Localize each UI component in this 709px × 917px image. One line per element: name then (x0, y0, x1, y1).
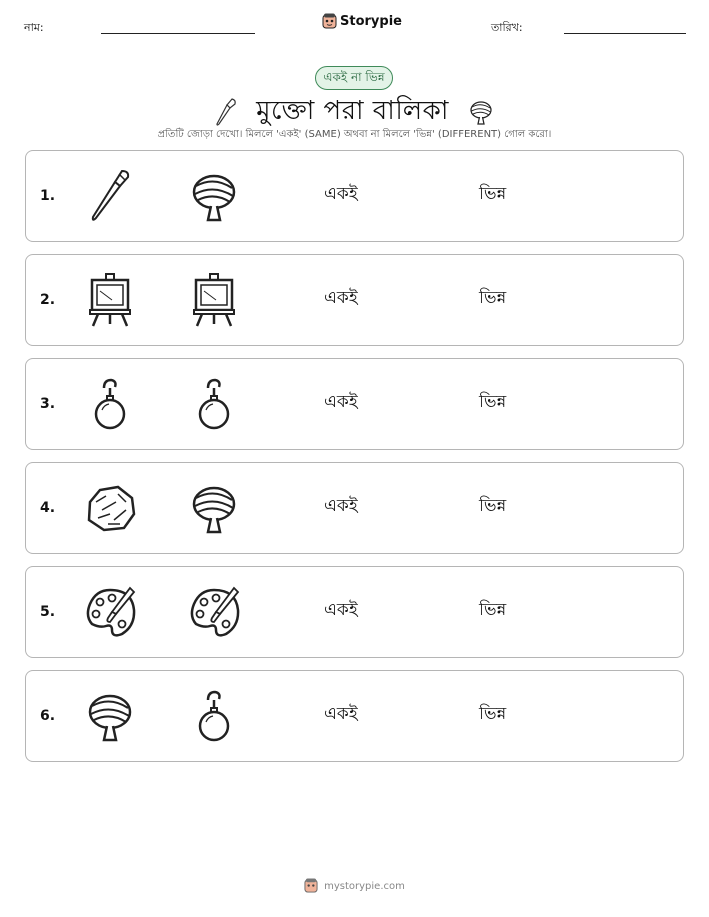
paintbrush-icon (214, 97, 238, 127)
brand-name: Storypie (340, 14, 402, 29)
question-number: 5. (40, 604, 56, 620)
date-label: তারিখ: (491, 21, 523, 34)
storypie-mascot-icon (304, 878, 318, 894)
turban-icon (467, 98, 495, 126)
question-number: 6. (40, 708, 56, 724)
option-same[interactable]: একই (324, 704, 358, 724)
paintbrush-icon (82, 168, 138, 224)
pearl-earring-icon (186, 688, 242, 744)
rock-icon (82, 480, 138, 536)
option-same[interactable]: একই (324, 496, 358, 516)
question-number: 2. (40, 292, 56, 308)
palette-icon (186, 584, 242, 640)
easel-icon (82, 272, 138, 328)
question-row-6 (25, 670, 684, 762)
option-different[interactable]: ভিন্ন (479, 704, 507, 724)
brand-logo (322, 13, 402, 30)
question-number: 1. (40, 188, 56, 204)
question-row-5 (25, 566, 684, 658)
easel-icon (186, 272, 242, 328)
date-line[interactable] (564, 33, 686, 34)
option-different[interactable]: ভিন্ন (479, 288, 507, 308)
option-different[interactable]: ভিন্ন (479, 392, 507, 412)
question-number: 3. (40, 396, 56, 412)
instructions: প্রতিটি জোড়া দেখো। মিললে 'একই' (SAME) অথবা না মিললে 'ভিন্ন' (DIFFERENT) গোল করো। (157, 129, 552, 140)
pearl-earring-icon (82, 376, 138, 432)
option-same[interactable]: একই (324, 600, 358, 620)
page-title: মুক্তো পরা বালিকা (256, 96, 449, 126)
topic-badge: একই না ভিন্ন (315, 66, 393, 90)
name-line[interactable] (101, 33, 255, 34)
option-same[interactable]: একই (324, 288, 358, 308)
pearl-earring-icon (186, 376, 242, 432)
storypie-mascot-icon (322, 13, 337, 30)
footer-site[interactable]: mystorypie.com (324, 880, 405, 892)
name-label: নাম: (24, 21, 44, 34)
question-row-3 (25, 358, 684, 450)
palette-icon (82, 584, 138, 640)
turban-icon (186, 168, 242, 224)
turban-icon (82, 688, 138, 744)
question-row-4 (25, 462, 684, 554)
option-same[interactable]: একই (324, 184, 358, 204)
question-row-1 (25, 150, 684, 242)
option-different[interactable]: ভিন্ন (479, 184, 507, 204)
question-row-2 (25, 254, 684, 346)
option-different[interactable]: ভিন্ন (479, 496, 507, 516)
turban-icon (186, 480, 242, 536)
footer (0, 878, 709, 894)
option-different[interactable]: ভিন্ন (479, 600, 507, 620)
option-same[interactable]: একই (324, 392, 358, 412)
question-number: 4. (40, 500, 56, 516)
